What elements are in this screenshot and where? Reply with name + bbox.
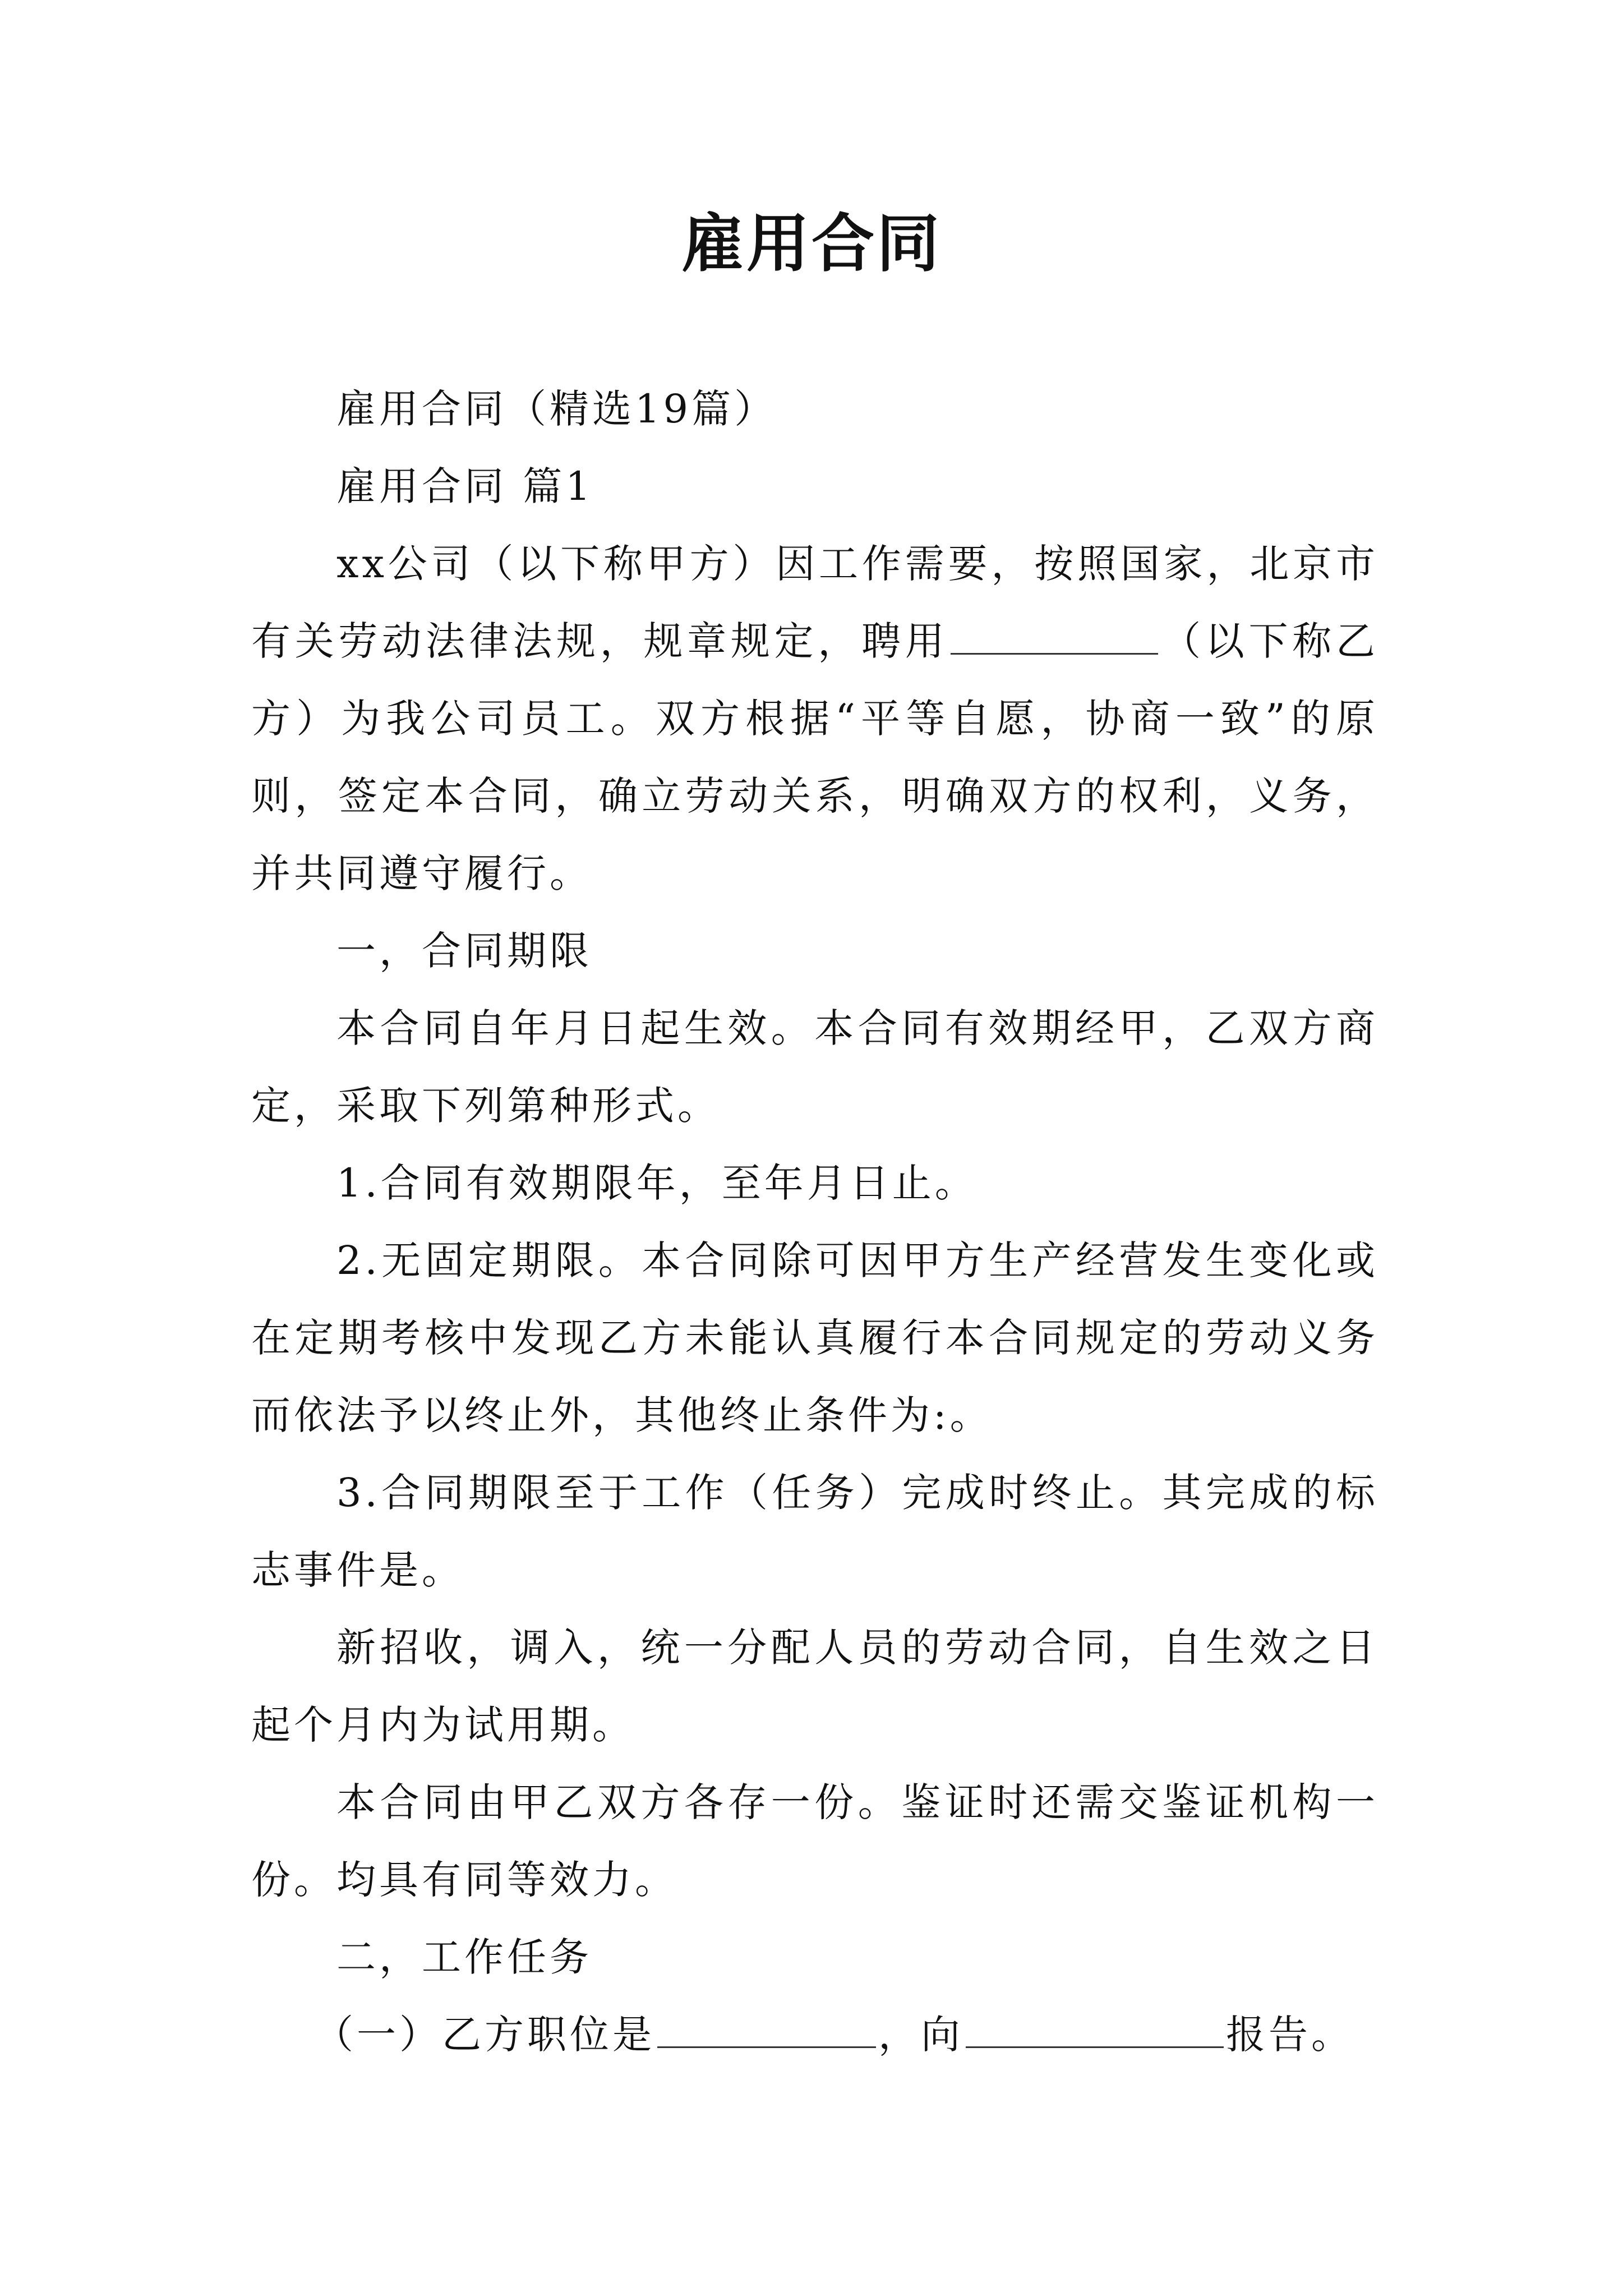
document-body — [251, 370, 1378, 2073]
paragraph-intro-text-1: xx公司（以下称甲方）因工作需要，按照国家，北京市有关劳动法律法规，规章规定，聘用 — [251, 541, 1378, 664]
paragraph-probation: 新招收，调入，统一分配人员的劳动合同，自生效之日起个月内为试用期。 — [251, 1625, 1378, 1748]
paragraph-copies: 本合同由甲乙双方各存一份。鉴证时还需交鉴证机构一份。均具有同等效力。 — [251, 1779, 1378, 1903]
paragraph-effective-date: 本合同自年月日起生效。本合同有效期经甲，乙双方商定，采取下列第种形式。 — [251, 1005, 1378, 1129]
document-title: 雇用合同 — [681, 208, 942, 280]
paragraph-intro — [251, 525, 1378, 912]
paragraph-term-option-2: 2.无固定期限。本合同除可因甲方生产经营发生变化或在定期考核中发现乙方未能认真履行本合同规定的劳动义务而依法予以终止外，其他终止条件为:。 — [251, 1237, 1378, 1438]
employee-name-blank — [951, 614, 1158, 655]
paragraph-position — [251, 1996, 1378, 2073]
report-to-blank — [966, 2007, 1224, 2048]
position-blank — [657, 2007, 876, 2048]
paragraph-job-duties-heading: 二，工作任务 — [336, 1934, 592, 1980]
paragraph-position-text-1: （一）乙方职位是 — [314, 2012, 655, 2058]
paragraph-position-text-2: ，向 — [878, 2012, 963, 2058]
paragraph-subtitle: 雇用合同（精选19篇） — [336, 386, 777, 432]
paragraph-section-heading: 雇用合同 篇1 — [336, 463, 594, 509]
paragraph-contract-term-heading: 一，合同期限 — [336, 928, 592, 974]
paragraph-term-option-3: 3.合同期限至于工作（任务）完成时终止。其完成的标志事件是。 — [251, 1470, 1378, 1593]
paragraph-term-option-1: 1.合同有效期限年，至年月日止。 — [336, 1160, 978, 1206]
paragraph-intro-text-2: （以下称乙方）为我公司员工。双方根据“平等自愿，协商一致”的原则，签定本合同，确立劳动关系，明确双方的权利，义务，并共同遵守履行。 — [251, 618, 1379, 896]
paragraph-position-text-3: 报告。 — [1226, 2012, 1354, 2058]
